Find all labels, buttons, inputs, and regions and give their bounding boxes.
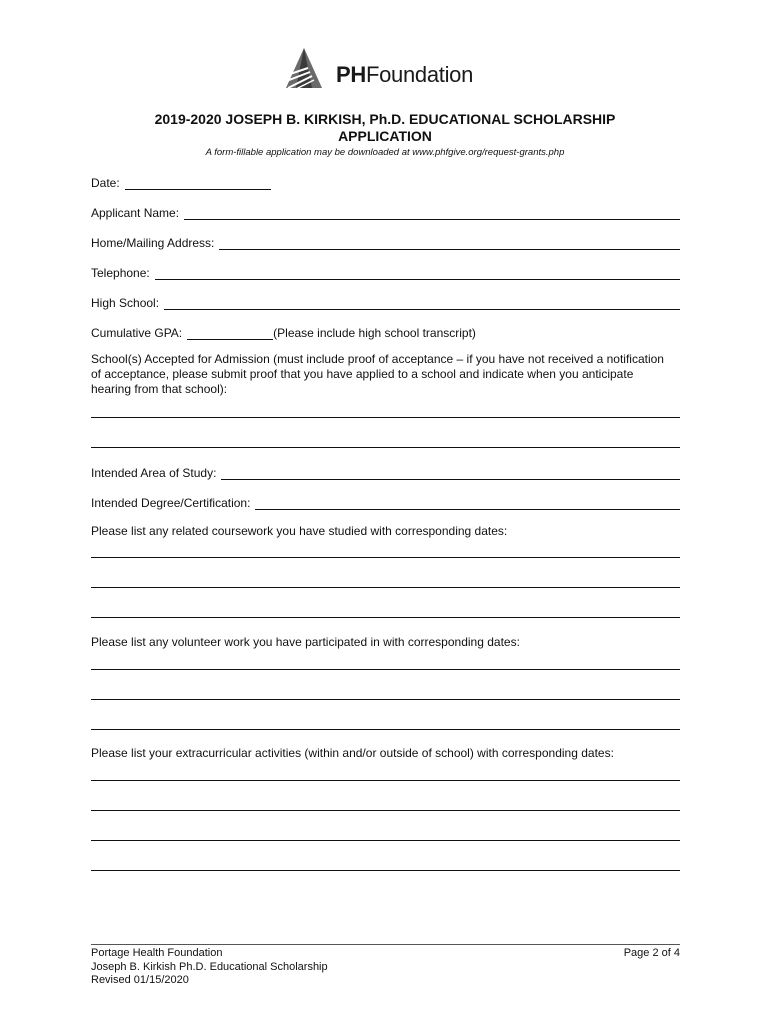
logo-wordmark-rest: Foundation — [365, 62, 474, 87]
schools-accepted-line1: School(s) Accepted for Admission (must include proof of acceptance – if you have not received a notification — [91, 352, 664, 366]
schools-accepted-line2: of acceptance, please submit proof that you have applied to a school and indicate when you anticipate — [91, 367, 634, 381]
volunteer-answer-line[interactable] — [91, 699, 680, 700]
footer-revision-date: Revised 01/15/2020 — [91, 974, 189, 986]
extracurricular-answer-line[interactable] — [91, 840, 680, 841]
footer-organization: Portage Health Foundation — [91, 947, 223, 959]
page-number: Page 2 of 4 — [623, 947, 680, 959]
gpa-note: (Please include high school transcript) — [273, 326, 476, 340]
document-title-line1: 2019-2020 JOSEPH B. KIRKISH, Ph.D. EDUCATIONAL SCHOLARSHIP — [154, 111, 616, 127]
date-field[interactable] — [125, 176, 271, 190]
footer — [91, 947, 328, 988]
area-of-study-label: Intended Area of Study: — [91, 466, 217, 480]
coursework-prompt: Please list any related coursework you have studied with corresponding dates: — [91, 524, 508, 538]
address-row — [91, 232, 680, 250]
high-school-field[interactable] — [164, 296, 680, 310]
coursework-answer-line[interactable] — [91, 587, 680, 588]
logo-wordmark — [336, 62, 473, 88]
schools-accepted-line3: hearing from that school): — [91, 382, 228, 396]
area-of-study-field[interactable] — [221, 466, 680, 480]
document-title-line2: APPLICATION — [338, 128, 432, 144]
logo-wordmark-bold: PH — [336, 62, 366, 87]
applicant-name-row — [91, 202, 680, 220]
phfoundation-logo — [284, 46, 494, 92]
volunteer-prompt: Please list any volunteer work you have participated in with corresponding dates: — [91, 635, 520, 649]
degree-field[interactable] — [255, 496, 680, 510]
gpa-field[interactable] — [187, 326, 273, 340]
degree-label: Intended Degree/Certification: — [91, 496, 251, 510]
area-of-study-row — [91, 462, 680, 480]
schools-accepted-answer-line[interactable] — [91, 447, 680, 448]
date-row — [91, 172, 680, 190]
degree-row — [91, 492, 680, 510]
schools-accepted-answer-line[interactable] — [91, 417, 680, 418]
download-note: A form-fillable application may be downloaded at www.phfgive.org/request-grants.php — [205, 147, 565, 158]
schools-accepted-instructions — [91, 352, 680, 397]
footer-divider — [91, 944, 680, 945]
extracurricular-answer-line[interactable] — [91, 870, 680, 871]
address-field[interactable] — [219, 236, 680, 250]
telephone-field[interactable] — [155, 266, 680, 280]
date-label: Date: — [91, 176, 120, 190]
applicant-name-field[interactable] — [184, 206, 680, 220]
coursework-answer-line[interactable] — [91, 617, 680, 618]
extracurricular-answer-line[interactable] — [91, 780, 680, 781]
coursework-answer-line[interactable] — [91, 557, 680, 558]
high-school-label: High School: — [91, 296, 160, 310]
high-school-row — [91, 292, 680, 310]
gpa-label: Cumulative GPA: — [91, 326, 183, 340]
sunburst-logo-icon — [284, 46, 334, 92]
telephone-label: Telephone: — [91, 266, 150, 280]
applicant-name-label: Applicant Name: — [91, 206, 180, 220]
gpa-row — [91, 322, 680, 340]
extracurricular-prompt: Please list your extracurricular activities (within and/or outside of school) with corresponding dates: — [91, 746, 614, 760]
volunteer-answer-line[interactable] — [91, 669, 680, 670]
extracurricular-answer-line[interactable] — [91, 810, 680, 811]
telephone-row — [91, 262, 680, 280]
footer-scholarship-name: Joseph B. Kirkish Ph.D. Educational Scholarship — [91, 960, 328, 973]
volunteer-answer-line[interactable] — [91, 729, 680, 730]
address-label: Home/Mailing Address: — [91, 236, 215, 250]
